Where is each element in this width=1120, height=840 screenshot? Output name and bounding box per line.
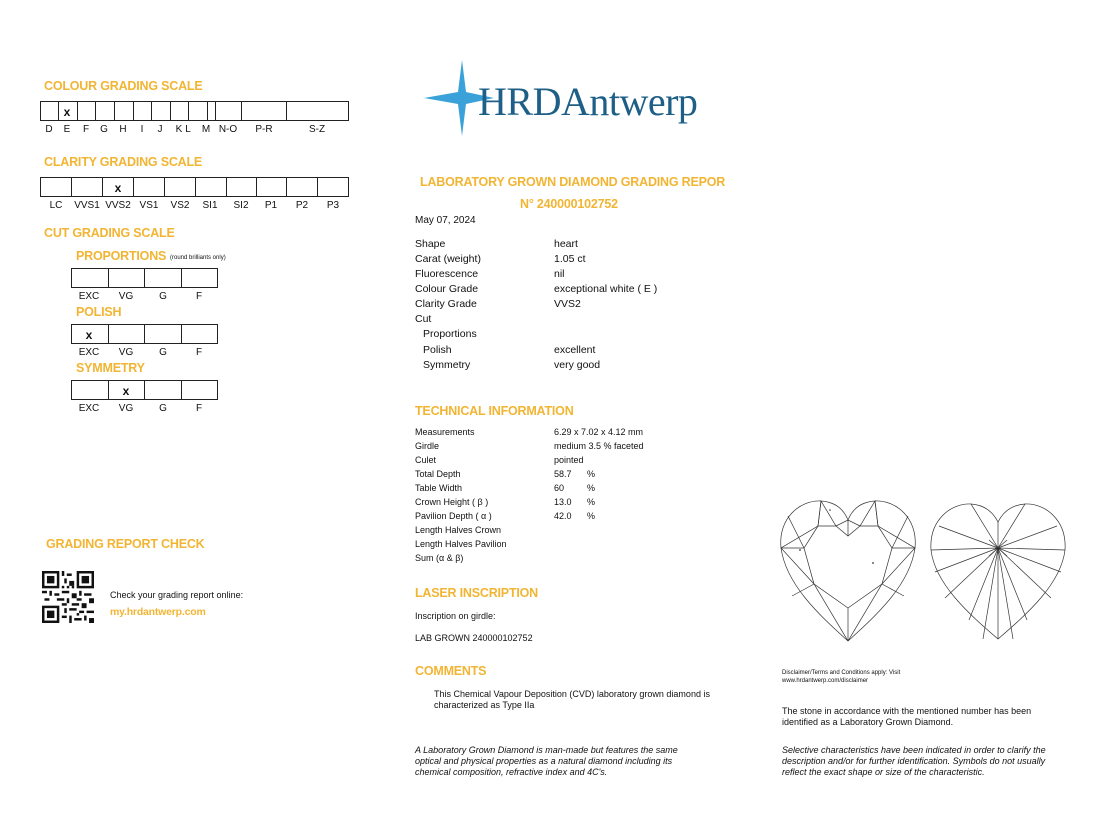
technical-value: 6.29 x 7.02 x 4.12 mm: [554, 427, 644, 437]
technical-label: Sum (α & β): [415, 553, 464, 563]
property-value: 1.05 ct: [554, 253, 586, 265]
polish-heading: POLISH: [76, 305, 122, 319]
colour-label: I: [140, 124, 144, 135]
technical-heading: TECHNICAL INFORMATION: [415, 404, 574, 418]
property-value: excellent: [554, 344, 596, 356]
technical-unit: %: [587, 511, 596, 521]
colour-scale-mark: x: [63, 105, 71, 119]
colour-label: P-R: [255, 124, 273, 135]
polish-scale-cells: [71, 324, 218, 344]
symmetry-scale: [71, 380, 218, 414]
technical-unit: %: [587, 483, 596, 493]
symmetry-label: G: [159, 403, 167, 414]
brand-antwerp: Antwerp: [560, 79, 698, 124]
report-title: LABORATORY GROWN DIAMOND GRADING REPOR: [420, 175, 726, 189]
property-value: heart: [554, 238, 578, 250]
polish-label: EXC: [78, 347, 100, 358]
lab-grown-note-line: A Laboratory Grown Diamond is man-made but features the same: [415, 745, 678, 755]
selective-characteristics-line: reflect the exact shape or size of the characteristic.: [782, 767, 985, 777]
colour-label: L: [185, 124, 191, 135]
heart-pavilion-diagram: [929, 500, 1067, 640]
comment-line: This Chemical Vapour Deposition (CVD) laboratory grown diamond is: [434, 689, 710, 699]
clarity-label: P3: [326, 200, 340, 211]
laser-value: LAB GROWN 240000102752: [415, 633, 533, 643]
property-label: Fluorescence: [415, 268, 479, 280]
technical-unit: %: [587, 497, 596, 507]
property-value: very good: [554, 359, 601, 371]
property-label: Colour Grade: [415, 283, 479, 295]
lab-grown-note-line: optical and physical properties as a natural diamond including its: [415, 756, 673, 766]
property-label: Cut: [415, 313, 432, 325]
colour-label: J: [157, 124, 163, 135]
stone-statement-line: identified as a Laboratory Grown Diamond.: [782, 717, 954, 727]
technical-label: Pavilion Depth ( α ): [415, 511, 492, 521]
report-date: May 07, 2024: [415, 215, 476, 226]
report-number: N° 240000102752: [520, 197, 618, 211]
technical-value: medium 3.5 % faceted: [554, 441, 644, 451]
clarity-label: VVS2: [105, 200, 131, 211]
property-value: nil: [554, 268, 565, 280]
colour-label: N-O: [218, 124, 238, 135]
grading-report-check-heading: GRADING REPORT CHECK: [46, 537, 205, 551]
colour-label: F: [82, 124, 90, 135]
technical-value: 58.7: [554, 469, 572, 479]
technical-label: Measurements: [415, 427, 475, 437]
property-label: Polish: [423, 344, 452, 356]
proportions-scale: [71, 268, 218, 302]
property-label: Carat (weight): [415, 253, 481, 265]
technical-label: Culet: [415, 455, 437, 465]
technical-label: Table Width: [415, 483, 463, 493]
property-label: Proportions: [423, 328, 477, 340]
polish-label: G: [159, 347, 167, 358]
clarity-label: VS2: [170, 200, 190, 211]
comments-heading: COMMENTS: [415, 664, 487, 678]
proportions-note: (round brilliants only): [170, 255, 226, 261]
technical-value: 60: [554, 483, 565, 493]
clarity-label: P1: [264, 200, 278, 211]
brand-hrd: HRD: [478, 79, 561, 124]
brand-wordmark: [478, 78, 697, 125]
lab-grown-note-line: chemical composition, refractive index and 4C's.: [415, 767, 608, 777]
qr-code-icon[interactable]: [42, 571, 94, 623]
clarity-scale-mark: x: [114, 181, 122, 195]
heart-crown-diagram: [778, 496, 918, 642]
property-label: Clarity Grade: [415, 298, 477, 310]
technical-label: Length Halves Crown: [415, 525, 502, 535]
stone-statement-line: The stone in accordance with the mentioned number has been: [782, 706, 1032, 716]
colour-scale-cells: [40, 101, 349, 121]
colour-scale-heading: COLOUR GRADING SCALE: [44, 79, 203, 93]
technical-label: Crown Height ( β ): [415, 497, 489, 507]
technical-value: 42.0: [554, 511, 572, 521]
properties-list: [415, 238, 775, 378]
selective-characteristics-line: Selective characteristics have been indicated in order to clarify the: [782, 745, 1046, 755]
proportions-scale-cells: [71, 268, 218, 288]
property-label: Shape: [415, 238, 446, 250]
clarity-scale-cells: [40, 177, 349, 197]
clarity-label: SI2: [233, 200, 249, 211]
property-label: Symmetry: [423, 359, 471, 371]
symmetry-label: VG: [118, 403, 134, 414]
technical-value: 13.0: [554, 497, 572, 507]
proportions-heading: PROPORTIONS: [76, 249, 167, 263]
colour-label: G: [100, 124, 108, 135]
selective-characteristics-line: description and/or for further identification. Symbols do not usually: [782, 756, 1046, 766]
clarity-label: SI1: [202, 200, 218, 211]
technical-label: Length Halves Pavilion: [415, 539, 507, 549]
clarity-label: VS1: [139, 200, 159, 211]
clarity-scale-heading: CLARITY GRADING SCALE: [44, 155, 203, 169]
clarity-label: VVS1: [74, 200, 100, 211]
symmetry-scale-mark: x: [122, 384, 130, 398]
colour-grading-scale: [40, 101, 349, 135]
colour-label: H: [119, 124, 127, 135]
property-value: VVS2: [554, 298, 581, 310]
proportions-label: EXC: [78, 291, 100, 302]
clarity-label: LC: [49, 200, 63, 211]
clarity-label: P2: [295, 200, 309, 211]
laser-heading: LASER INSCRIPTION: [415, 586, 538, 600]
check-link[interactable]: my.hrdantwerp.com: [110, 606, 206, 618]
polish-label: VG: [118, 347, 134, 358]
colour-label: S-Z: [308, 124, 326, 135]
technical-value: pointed: [554, 455, 584, 465]
technical-list: [415, 427, 755, 572]
proportions-label: F: [195, 291, 203, 302]
disclaimer-link[interactable]: www.hrdantwerp.com/disclaimer: [782, 678, 869, 684]
comment-line: characterized as Type IIa: [434, 700, 535, 710]
symmetry-heading: SYMMETRY: [76, 361, 145, 375]
colour-label: M: [201, 124, 211, 135]
polish-label: F: [195, 347, 203, 358]
technical-label: Girdle: [415, 441, 440, 451]
symmetry-label: EXC: [78, 403, 100, 414]
polish-scale-mark: x: [85, 328, 93, 342]
technical-unit: %: [587, 469, 596, 479]
polish-scale: [71, 324, 218, 358]
check-text: Check your grading report online:: [110, 590, 244, 600]
clarity-grading-scale: [40, 177, 349, 211]
colour-label: K: [175, 124, 183, 135]
disclaimer-line: Disclaimer/Terms and Conditions apply: Visit: [782, 670, 901, 676]
proportions-label: VG: [118, 291, 134, 302]
colour-label: E: [63, 124, 71, 135]
laser-label: Inscription on girdle:: [415, 611, 496, 621]
symmetry-label: F: [195, 403, 203, 414]
technical-label: Total Depth: [415, 469, 461, 479]
cut-scale-heading: CUT GRADING SCALE: [44, 226, 175, 240]
proportions-label: G: [159, 291, 167, 302]
colour-label: D: [45, 124, 53, 135]
property-value: exceptional white ( E ): [554, 283, 658, 295]
symmetry-scale-cells: [71, 380, 218, 400]
